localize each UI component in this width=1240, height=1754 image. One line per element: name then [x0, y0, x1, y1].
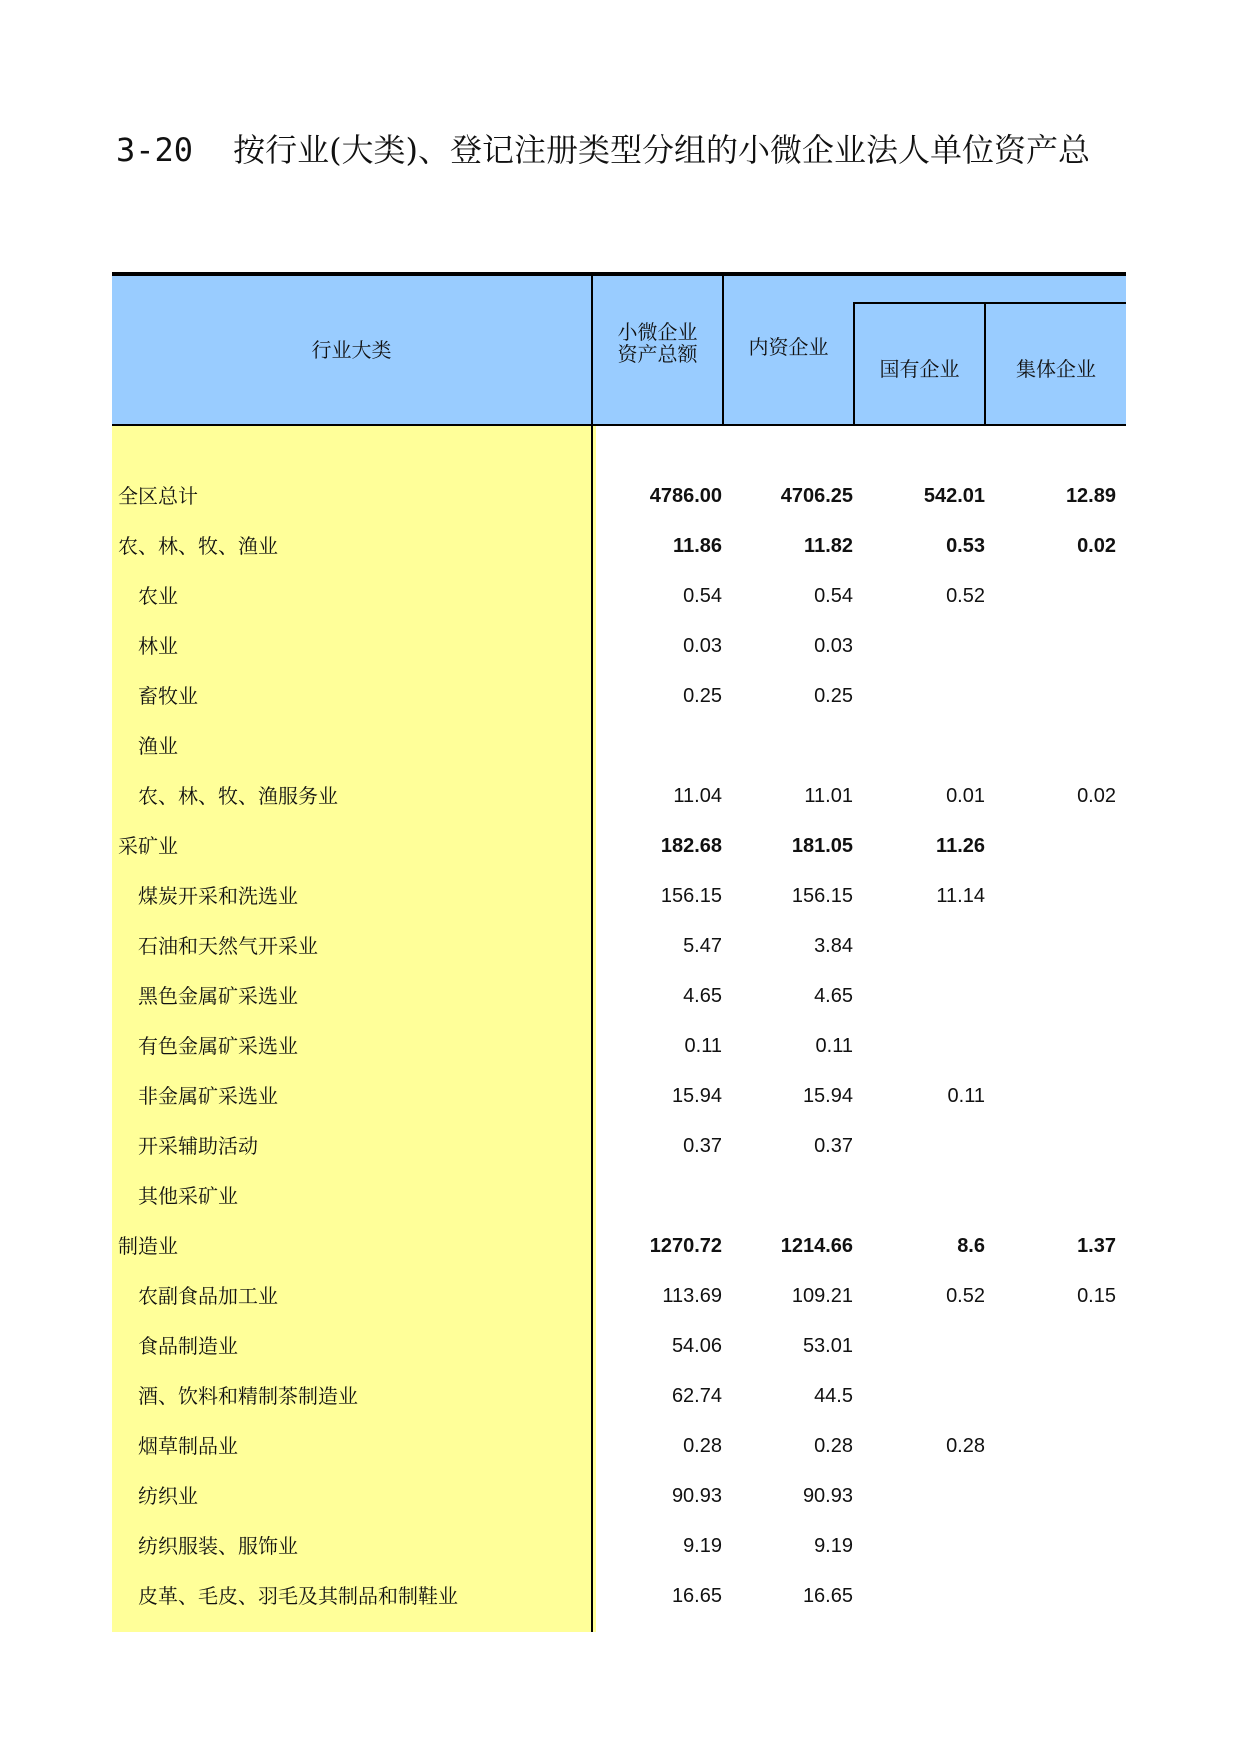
value-state-owned: [861, 1321, 985, 1371]
value-domestic: 0.03: [814, 635, 853, 657]
value-collective: 0.02: [1077, 785, 1116, 807]
value-domestic: 44.5: [814, 1385, 853, 1407]
value-total-assets: [598, 1171, 722, 1221]
value-domestic: 181.05: [791, 835, 853, 857]
header-industry-label: 行业大类: [311, 338, 392, 362]
value-state-owned: [861, 621, 985, 671]
table-row: [112, 1021, 1126, 1071]
row-label: 农、林、牧、渔服务业: [138, 784, 338, 808]
header-total-assets: [593, 276, 722, 424]
data-table: [112, 272, 1126, 1632]
value-state-owned: [861, 1021, 985, 1071]
row-label: 食品制造业: [138, 1334, 238, 1358]
value-collective: 0.02: [1077, 535, 1116, 557]
value-total-assets: 156.15: [660, 885, 722, 907]
value-collective: [992, 1071, 1116, 1121]
value-state-owned: 0.53: [946, 535, 985, 557]
header-collective: [986, 304, 1126, 424]
value-collective: [992, 871, 1116, 921]
value-collective: [992, 1021, 1116, 1071]
value-domestic: 0.37: [814, 1135, 853, 1157]
value-state-owned: 0.28: [946, 1435, 985, 1457]
value-state-owned: 0.52: [946, 1285, 985, 1307]
value-collective: [992, 971, 1116, 1021]
row-label: 有色金属矿采选业: [138, 1034, 298, 1058]
table-row: [112, 1121, 1126, 1171]
value-domestic: 0.11: [815, 1035, 853, 1057]
row-label: 制造业: [118, 1234, 178, 1258]
table-number: 3-20: [116, 131, 194, 169]
header-total-assets-line1: 小微企业: [617, 320, 698, 344]
value-collective: [992, 1571, 1116, 1621]
value-state-owned: [861, 1471, 985, 1521]
value-total-assets: 1270.72: [649, 1235, 722, 1257]
value-domestic: 53.01: [802, 1335, 853, 1357]
value-total-assets: 62.74: [671, 1385, 722, 1407]
value-collective: 1.37: [1077, 1235, 1116, 1257]
value-state-owned: 8.6: [957, 1235, 985, 1257]
value-total-assets: 15.94: [671, 1085, 722, 1107]
value-state-owned: [861, 1171, 985, 1221]
row-label: 石油和天然气开采业: [138, 934, 318, 958]
header-state-owned: [855, 304, 984, 424]
value-total-assets: 11.86: [673, 535, 722, 557]
value-domestic: 11.82: [804, 535, 853, 557]
value-domestic: 1214.66: [780, 1235, 853, 1257]
value-domestic: [729, 1171, 853, 1221]
value-domestic: 156.15: [791, 885, 853, 907]
value-state-owned: [861, 1521, 985, 1571]
value-state-owned: [861, 1121, 985, 1171]
table-title: 按行业(大类)、登记注册类型分组的小微企业法人单位资产总: [233, 131, 1091, 169]
table-row: [112, 1221, 1126, 1271]
value-domestic: 11.01: [804, 785, 853, 807]
row-label: 非金属矿采选业: [138, 1084, 278, 1108]
value-state-owned: 0.01: [946, 785, 985, 807]
row-label: 其他采矿业: [138, 1184, 238, 1208]
table-row: [112, 1321, 1126, 1371]
value-collective: [992, 1121, 1116, 1171]
row-label: 纺织服装、服饰业: [138, 1534, 298, 1558]
row-label: 烟草制品业: [138, 1434, 238, 1458]
value-domestic: 9.19: [814, 1535, 853, 1557]
row-label: 农副食品加工业: [138, 1284, 278, 1308]
value-state-owned: 11.14: [936, 885, 985, 907]
value-collective: [992, 571, 1116, 621]
table-row: [112, 921, 1126, 971]
table-row: [112, 1371, 1126, 1421]
value-total-assets: 113.69: [662, 1285, 722, 1307]
value-total-assets: 16.65: [671, 1585, 722, 1607]
table-row: [112, 521, 1126, 571]
header-domestic-label: 内资企业: [748, 335, 829, 359]
row-label: 林业: [138, 634, 178, 658]
row-label: 全区总计: [118, 484, 198, 508]
value-total-assets: 0.28: [683, 1435, 722, 1457]
table-row: [112, 1521, 1126, 1571]
value-domestic: 16.65: [802, 1585, 853, 1607]
row-label: 采矿业: [118, 834, 178, 858]
value-collective: [992, 1521, 1116, 1571]
header-state-owned-label: 国有企业: [879, 357, 960, 381]
page-title: [116, 126, 1126, 174]
value-total-assets: 4.65: [683, 985, 722, 1007]
row-label: 畜牧业: [138, 684, 198, 708]
value-domestic: 4706.25: [780, 485, 853, 507]
row-label: 农、林、牧、渔业: [118, 534, 278, 558]
table-row: [112, 1071, 1126, 1121]
header-bottom-rule: [112, 424, 1126, 426]
table-row: [112, 771, 1126, 821]
value-collective: [992, 671, 1116, 721]
value-state-owned: [861, 671, 985, 721]
row-label: 农业: [138, 584, 178, 608]
value-total-assets: 90.93: [671, 1485, 722, 1507]
value-domestic: 15.94: [802, 1085, 853, 1107]
value-state-owned: 0.11: [947, 1085, 985, 1107]
value-total-assets: 5.47: [683, 935, 722, 957]
table-row: [112, 1471, 1126, 1521]
value-collective: [992, 1421, 1116, 1471]
value-domestic: 90.93: [802, 1485, 853, 1507]
value-total-assets: 0.54: [683, 585, 722, 607]
value-total-assets: 4786.00: [649, 485, 722, 507]
table-body: [112, 471, 1126, 1621]
value-state-owned: 0.52: [946, 585, 985, 607]
value-domestic: 109.21: [791, 1285, 853, 1307]
value-domestic: 0.25: [814, 685, 853, 707]
value-collective: [992, 921, 1116, 971]
value-total-assets: 11.04: [673, 785, 722, 807]
value-state-owned: 11.26: [936, 835, 985, 857]
value-collective: 0.15: [1077, 1285, 1116, 1307]
table-row: [112, 871, 1126, 921]
table-row: [112, 821, 1126, 871]
value-collective: [992, 821, 1116, 871]
value-total-assets: 182.68: [660, 835, 722, 857]
value-state-owned: [861, 1371, 985, 1421]
value-total-assets: [598, 721, 722, 771]
row-label: 煤炭开采和洗选业: [138, 884, 298, 908]
value-state-owned: 542.01: [923, 485, 985, 507]
value-collective: [992, 1321, 1116, 1371]
table-row: [112, 1421, 1126, 1471]
value-collective: 12.89: [1065, 485, 1116, 507]
value-domestic: 4.65: [814, 985, 853, 1007]
value-state-owned: [861, 921, 985, 971]
value-state-owned: [861, 971, 985, 1021]
value-total-assets: 9.19: [683, 1535, 722, 1557]
table-row: [112, 1271, 1126, 1321]
table-row: [112, 671, 1126, 721]
row-label: 皮革、毛皮、羽毛及其制品和制鞋业: [138, 1584, 458, 1608]
table-row: [112, 1571, 1126, 1621]
value-collective: [992, 1471, 1116, 1521]
header-domestic: [724, 276, 853, 424]
table-row: [112, 1171, 1126, 1221]
value-state-owned: [861, 1571, 985, 1621]
table-row: [112, 471, 1126, 521]
row-label: 纺织业: [138, 1484, 198, 1508]
table-row: [112, 571, 1126, 621]
value-collective: [992, 1171, 1116, 1221]
row-label: 开采辅助活动: [138, 1134, 258, 1158]
value-collective: [992, 721, 1116, 771]
value-total-assets: 0.11: [684, 1035, 722, 1057]
header-total-assets-line2: 资产总额: [617, 342, 698, 366]
header-industry: [112, 276, 591, 424]
table-row: [112, 971, 1126, 1021]
value-domestic: 3.84: [814, 935, 853, 957]
row-label: 黑色金属矿采选业: [138, 984, 298, 1008]
value-total-assets: 0.37: [683, 1135, 722, 1157]
value-domestic: 0.28: [814, 1435, 853, 1457]
value-total-assets: 0.03: [683, 635, 722, 657]
row-label: 渔业: [138, 734, 178, 758]
table-row: [112, 721, 1126, 771]
value-domestic: [729, 721, 853, 771]
value-total-assets: 54.06: [671, 1335, 722, 1357]
value-domestic: 0.54: [814, 585, 853, 607]
value-collective: [992, 1371, 1116, 1421]
value-collective: [992, 621, 1116, 671]
header-collective-label: 集体企业: [1016, 357, 1096, 381]
value-total-assets: 0.25: [683, 685, 722, 707]
row-label: 酒、饮料和精制茶制造业: [138, 1384, 358, 1408]
value-state-owned: [861, 721, 985, 771]
table-row: [112, 621, 1126, 671]
